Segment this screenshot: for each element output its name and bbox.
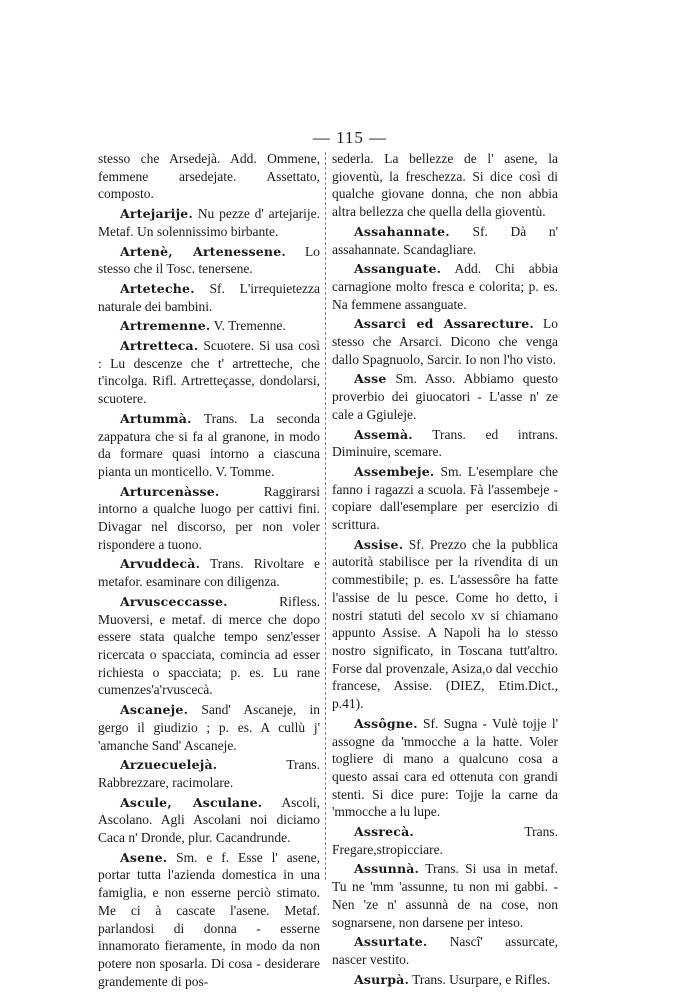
- entry-headword: Arvuddecà.: [120, 556, 201, 572]
- dictionary-entry: [98, 849, 320, 991]
- dictionary-entry: [98, 410, 320, 481]
- dictionary-entry: [332, 536, 558, 713]
- dictionary-entry: [332, 971, 558, 989]
- entry-definition: Nu pezze d' artejarije. Metaf. Un solennissimo birbante.: [98, 206, 320, 239]
- dictionary-entry: [332, 370, 558, 423]
- entry-definition: Sf. Prezzo che la pubblica autorità stabilisce per la rivendita di un commestibile; p. es. L'assessôre ha fatte l'assise de lu pesce. Come ho detto, i nostri statuti del secolo xv si chiamano appunto Assise. A Napoli ha lo stesso nostro significato, in Toscana tutt'altro. Forse dal provenzale, Asiza,o dal vecchio francese, Assise. (DIEZ, Etim.Dict., p.41).: [332, 536, 558, 712]
- dictionary-entry: [332, 823, 558, 858]
- entry-headword: Artretteca.: [120, 338, 199, 354]
- entry-headword: Assurtate.: [354, 934, 428, 950]
- entry-definition: Trans. Si usa in metaf. Tu ne 'mm 'assunne, tu non mi gabbi. - Nen 'ze n' assunnà de na cose, non sognarsene, non darsene per inteso.: [332, 861, 558, 930]
- entry-definition: Sm. e f. Esse l' asene, portar tutta l'azienda domestica in una famiglia, e non esserne perciò stimato. Me ci à cascate l'asene. Metaf. parlandosi di donna - esserne innamorato fieramente, in modo da non potere non sposarla. Di cosa - desiderare grandemente di pos-: [98, 849, 321, 989]
- entry-definition: Sm. L'esemplare che fanno i ragazzi a scuola. Fà l'assembeje - copiare dall'esemplare per esercizio di scrittura.: [332, 463, 558, 533]
- entry-headword: Arvusceccasse.: [120, 593, 228, 609]
- dictionary-entry: [98, 205, 320, 240]
- entry-definition: Trans. Usurpare, e Rifles.: [412, 971, 551, 987]
- entry-definition: Trans. La seconda zappatura che si fa al granone, in modo da formare quasi intorno a ciascuna pianta un monticello. V. Tomme.: [98, 410, 320, 479]
- entry-headword: Assunnà.: [354, 861, 420, 877]
- entry-definition: Scuotere. Si usa così : Lu descenze che t' artretteche, che t'incolga. Rifl. Artretteçasse, dondolarsi, scuotere.: [98, 338, 321, 407]
- dictionary-entry: [98, 483, 320, 554]
- entry-headword: Assarci ed Assarecture.: [354, 316, 534, 332]
- entry-headword: Assanguate.: [354, 261, 442, 277]
- dictionary-entry: [332, 426, 558, 461]
- dictionary-entry: [332, 315, 558, 368]
- entry-headword: Assrecà.: [354, 824, 414, 840]
- entry-definition: stesso che Arsedejà. Add. Ommene, femmene arsedejate. Assettato, composto.: [98, 151, 320, 202]
- entry-headword: Ascule, Asculane.: [120, 794, 263, 810]
- dictionary-entry: [98, 150, 320, 203]
- entry-definition: Trans. Fregare,stropicciare.: [332, 824, 558, 857]
- entry-headword: Arturcenàsse.: [120, 483, 220, 499]
- column-divider: [325, 152, 326, 880]
- dictionary-entry: [98, 337, 320, 408]
- dictionary-entry: [98, 794, 320, 847]
- entry-definition: Sf. Sugna - Vulè tojje l' assogne da 'mmocche a la hatte. Voler togliere di mano a qualcuno cosa a questo assai cara ed ottenuta con grandi stenti. Si dice pure: Tojje la carne da 'mmocche a lu lupe.: [332, 715, 558, 820]
- entry-definition: Nascî' assurcate, nascer vestito.: [332, 934, 558, 967]
- dictionary-entry: [332, 260, 558, 313]
- entry-definition: Sf. Dà n' assahannate. Scandagliare.: [332, 223, 558, 257]
- entry-headword: Arzuecuelejà.: [120, 757, 218, 773]
- entry-definition: Trans. Rabbrezzare, racimolare.: [98, 757, 320, 790]
- entry-definition: Add. Chi abbia carnagione molto fresca e colorita; p. es. Na femmene assanguate.: [332, 261, 558, 312]
- entry-headword: Artejarije.: [120, 206, 193, 222]
- entry-definition: V. Tremenne.: [213, 318, 286, 334]
- dictionary-entry: [98, 243, 320, 278]
- entry-definition: Ascoli, Ascolano. Agli Ascolani noi diciamo Caca n' Dronde, plur. Cacandrunde.: [98, 794, 320, 846]
- dictionary-entry: [332, 223, 558, 258]
- dictionary-entry: [332, 463, 558, 534]
- entry-definition: Raggirarsi intorno a qualche luogo per cattivi fini. Divagar nel discorso, per non voler rispondere a tuono.: [98, 483, 320, 552]
- entry-headword: Assahannate.: [354, 223, 450, 239]
- entry-headword: Artremenne.: [120, 318, 211, 334]
- dictionary-entry: [332, 933, 558, 968]
- entry-definition: Trans. Rivoltare e metafor. esaminare con diligenza.: [98, 556, 320, 590]
- entry-definition: Sand' Ascaneje, in gergo il giudizio ; p. es. A cullù j' 'amanche Sand' Ascaneje.: [98, 702, 320, 753]
- entry-headword: Artummà.: [120, 410, 192, 426]
- entry-definition: Sm. Asso. Abbiamo questo proverbio dei giuocatori - L'asse n' ze cale a Ggiuleje.: [332, 371, 559, 422]
- dictionary-entry: [98, 317, 320, 335]
- entry-definition: Trans. ed intrans. Diminuire, scemare.: [332, 426, 558, 460]
- entry-headword: Artenè, Artenessene.: [120, 243, 286, 259]
- entry-headword: Assembeje.: [354, 463, 435, 479]
- entry-headword: Assemà.: [354, 426, 413, 442]
- dictionary-entry: [332, 860, 558, 931]
- dictionary-entry: [332, 715, 558, 821]
- dictionary-entry: [332, 150, 558, 221]
- entry-headword: Asse: [354, 371, 387, 387]
- entry-definition: Lo stesso che il Tosc. tenersene.: [98, 243, 321, 277]
- entry-headword: Assise.: [354, 536, 404, 552]
- entry-definition: Rifless. Muoversi, e metaf. di merce che dopo essere stata qualche tempo senz'esser ricercata o spacciata, comincia ad esser richiesta o spacciata; p. es. Lu rane cumenzes'a'rvuscecà.: [98, 593, 320, 698]
- dictionary-entry: [98, 593, 320, 699]
- entry-definition: sederla. La bellezze de l' asene, la gioventù, la freschezza. Si dice così di qualche giovane donna, che non abbia altra bellezza che quella della gioventù.: [332, 151, 558, 220]
- dictionary-entry: [98, 555, 320, 590]
- page-number: — 115 —: [312, 128, 388, 147]
- entry-definition: Lo stesso che Arsarci. Dicono che venga dallo Spagnuolo, Sarcir. Io non l'ho visto.: [332, 316, 559, 367]
- entry-headword: Assôgne.: [354, 715, 418, 731]
- dictionary-entry: [98, 280, 320, 315]
- entry-definition: Sf. L'irrequietezza naturale dei bambini.: [98, 280, 320, 314]
- entry-headword: Ascaneje.: [120, 702, 189, 718]
- entry-headword: Asene.: [120, 849, 168, 865]
- entry-headword: Arteteche.: [120, 280, 195, 296]
- dictionary-entry: [98, 701, 320, 754]
- right-column: [332, 150, 558, 990]
- left-column: [98, 150, 320, 992]
- entry-headword: Asurpà.: [354, 971, 410, 987]
- dictionary-entry: [98, 756, 320, 791]
